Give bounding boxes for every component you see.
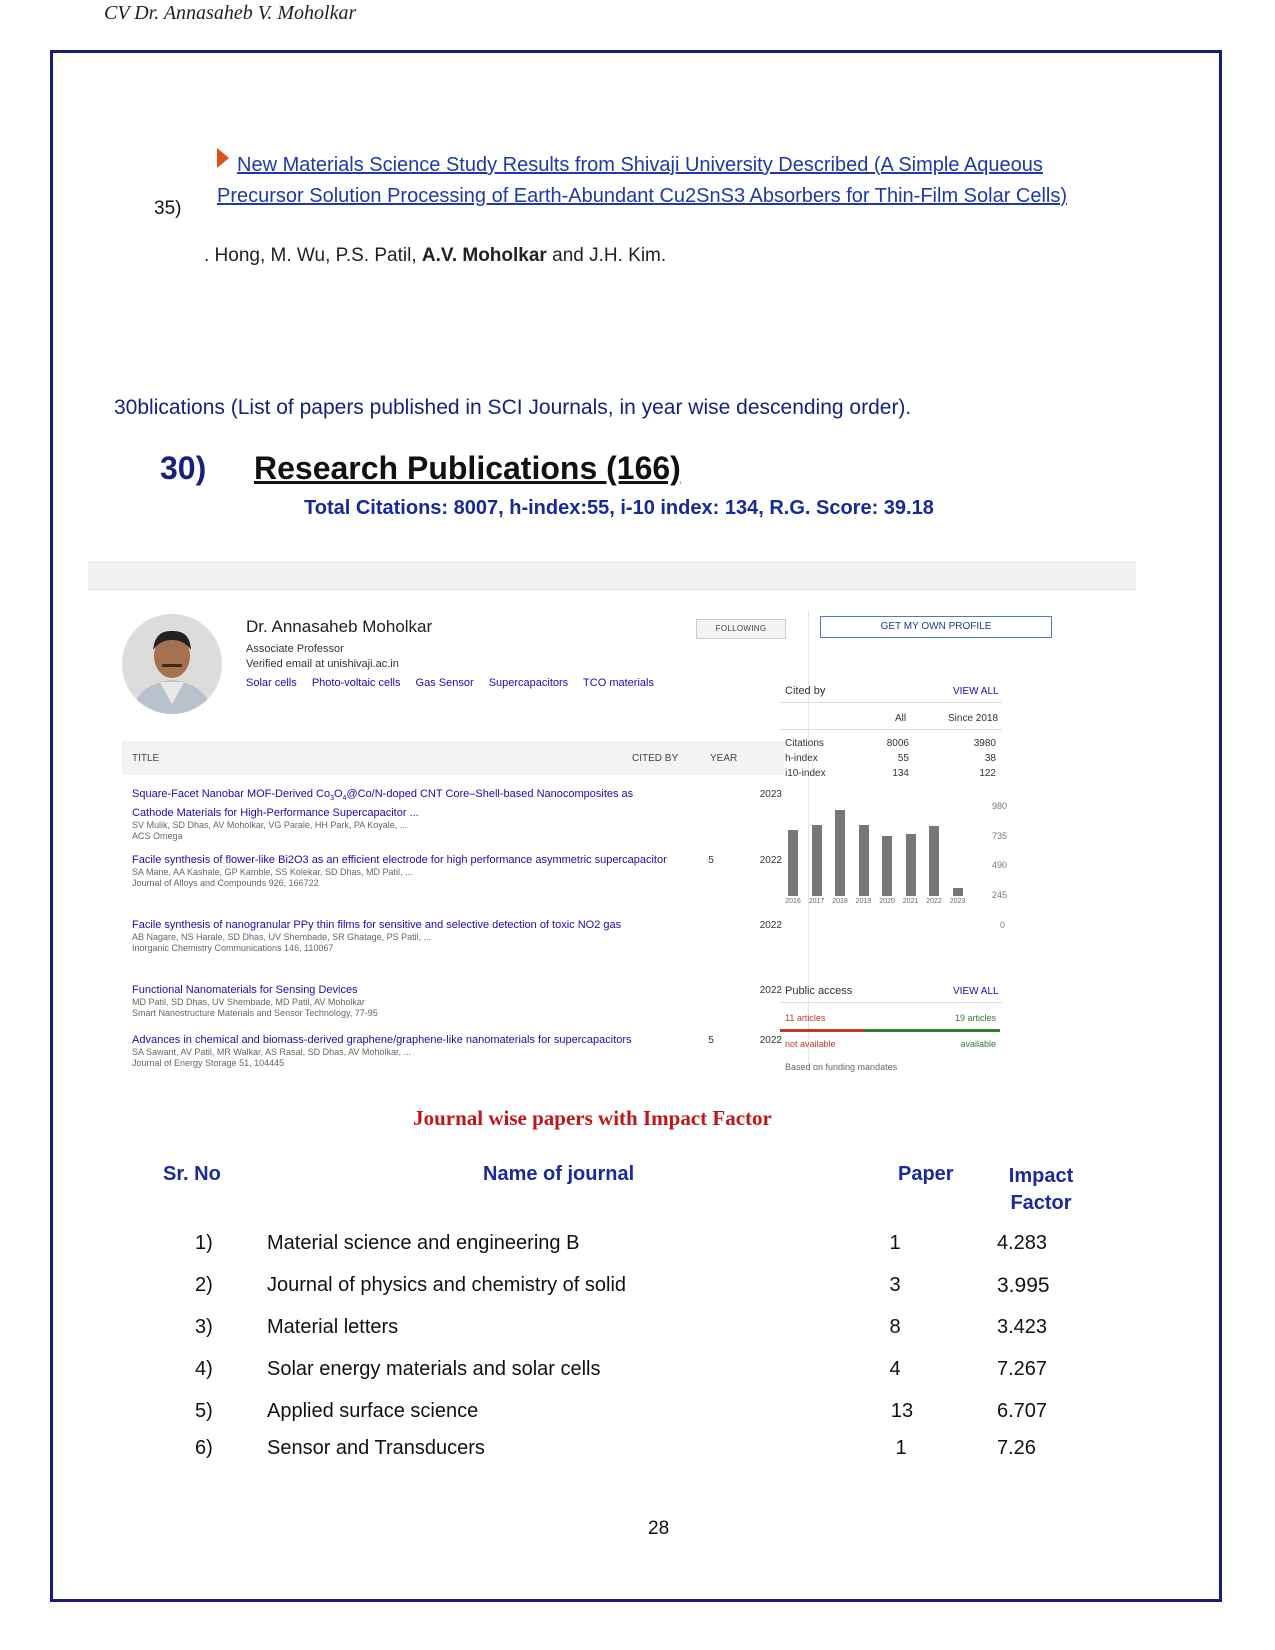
scholar-position: Associate Professor (246, 643, 344, 655)
journal-name: Material science and engineering B (267, 1232, 580, 1254)
paper-authors: MD Patil, SD Dhas, UV Shembade, MD Patil, AV Moholkar (132, 997, 365, 1007)
not-available-bar (780, 1029, 864, 1032)
interest-tag[interactable]: Gas Sensor (415, 677, 474, 689)
stat-all: 8006 (886, 738, 909, 749)
paper-authors: SA Sawant, AV Patil, MR Walkar, AS Rasal, SD Dhas, AV Moholkar, ... (132, 1047, 411, 1057)
paper-count: 8 (889, 1316, 901, 1338)
paper-year: 2022 (759, 855, 782, 866)
list-item (132, 787, 672, 842)
paper-year: 2022 (759, 920, 782, 931)
divider (780, 729, 1002, 730)
x-tick-label: 2020 (879, 898, 895, 905)
paper-year: 2023 (759, 789, 782, 800)
interest-tag[interactable]: TCO materials (583, 677, 654, 689)
y-tick-label: 490 (992, 860, 1008, 870)
scholar-email: Verified email at unishivaji.ac.in (246, 658, 399, 670)
not-available-count[interactable]: 11 articles (785, 1013, 826, 1023)
paper-count: 1 (895, 1437, 907, 1459)
x-tick-label: 2023 (949, 898, 966, 905)
list-item (132, 853, 672, 889)
paper-year: 2022 (759, 985, 782, 996)
stat-since: 3980 (973, 738, 996, 749)
paper-journal: Smart Nanostructure Materials and Sensor Technology, 77-95 (132, 1008, 378, 1018)
cited-by-view-all-link[interactable]: VIEW ALL (953, 686, 999, 697)
x-tick-label: 2019 (855, 898, 872, 905)
y-tick-label: 735 (992, 831, 1008, 841)
journal-name: Journal of physics and chemistry of solid (267, 1274, 627, 1296)
journal-name: Sensor and Transducers (267, 1437, 485, 1459)
stat-since: 122 (979, 768, 996, 779)
paper-cited-count[interactable]: 5 (708, 1035, 714, 1046)
available-label: available (960, 1039, 996, 1049)
journal-table-title: Journal wise papers with Impact Factor (413, 1106, 772, 1130)
scholar-interest-tags (246, 677, 666, 689)
journal-name: Material letters (267, 1316, 399, 1338)
paper-cited-count[interactable]: 5 (708, 855, 714, 866)
stat-all: 134 (892, 768, 909, 779)
chart-bar-2019[interactable] (859, 825, 869, 896)
paper-authors: SA Mane, AA Kashale, GP Kamble, SS Kolekar, SD Dhas, MD Patil, ... (132, 867, 413, 877)
sr-no: 6) (195, 1437, 213, 1459)
x-tick-label: 2021 (902, 898, 919, 905)
interest-tag[interactable]: Supercapacitors (488, 677, 569, 689)
paper-authors: AB Nagare, NS Harale, SD Dhas, UV Shembade, SR Ghatage, PS Patil, ... (132, 932, 432, 942)
paper-count: 4 (889, 1358, 901, 1380)
section-number: 30) (160, 450, 207, 486)
reference-number: 35) (154, 198, 182, 219)
scholar-top-bar (88, 561, 1136, 590)
avatar (122, 614, 222, 714)
stat-all: 55 (897, 753, 909, 764)
y-tick-label: 245 (992, 890, 1008, 900)
impact-factor: 7.26 (997, 1437, 1036, 1459)
section-title: Research Publications (166) (254, 450, 681, 486)
impact-factor: 7.267 (997, 1358, 1048, 1380)
journal-name: Solar energy materials and solar cells (267, 1358, 601, 1380)
chart-bar-2018[interactable] (835, 810, 845, 896)
public-access-label: Public access (785, 985, 853, 997)
sr-no: 5) (195, 1400, 213, 1422)
reference-link[interactable]: New Materials Science Study Results from Shivaji University Described (A Simple Aqueous Precursor Solution Processing of Earth-Abundant Cu2SnS3 Absorbers for Thin-Film Solar Cells) (217, 154, 1068, 207)
paper-title[interactable]: Functional Nanomaterials for Sensing Devices (132, 984, 358, 996)
paper-journal: Journal of Energy Storage 51, 104445 (132, 1058, 285, 1068)
sr-no: 4) (195, 1358, 213, 1380)
paper-count: 13 (890, 1400, 914, 1422)
cited-by-column-header[interactable]: CITED BY (632, 753, 679, 764)
sr-no: 3) (195, 1316, 213, 1338)
following-button[interactable]: FOLLOWING (696, 619, 786, 639)
paper-header: Paper (898, 1163, 954, 1185)
paper-journal: Inorganic Chemistry Communications 146, 110067 (132, 943, 334, 953)
paper-title[interactable]: Square-Facet Nanobar MOF-Derived $Co_3O_4@Co/N$-doped CNT Core–Shell-based Nanocomposites as Cathode Materials for High-Performance Supercapacitor ... (132, 788, 634, 820)
impact-factor: 4.283 (997, 1232, 1048, 1254)
sr-no: 1) (195, 1232, 213, 1254)
paper-authors: SV Mulik, SD Dhas, AV Moholkar, VG Parale, HH Park, PA Koyale, ... (132, 820, 408, 831)
stat-name: i10-index (785, 768, 826, 779)
stat-name: h-index (785, 753, 818, 764)
paper-title[interactable]: Facile synthesis of flower-like Bi2O3 as an efficient electrode for high performance asymmetric supercapacitor (132, 854, 667, 866)
cited-by-label: Cited by (785, 685, 826, 697)
col-since-header: Since 2018 (948, 713, 999, 724)
chart-bar-2022[interactable] (929, 826, 939, 896)
impact-factor-header: Impact Factor (1008, 1165, 1074, 1214)
chart-bar-2017[interactable] (812, 825, 822, 896)
paper-title[interactable]: Advances in chemical and biomass-derived graphene/graphene-like nanomaterials for supercapacitors (132, 1034, 632, 1046)
funding-mandates-note: Based on funding mandates (785, 1062, 898, 1072)
journal-name-header: Name of journal (483, 1163, 635, 1185)
x-tick-label: 2018 (832, 898, 848, 905)
list-item (132, 1033, 672, 1069)
paper-journal: Journal of Alloys and Compounds 926, 166722 (132, 878, 319, 888)
sr-no: 2) (195, 1274, 213, 1296)
chart-bar-2016[interactable] (788, 830, 798, 896)
document-header: CV Dr. Annasaheb V. Moholkar (104, 2, 357, 24)
page-number: 28 (648, 1518, 670, 1539)
available-bar (864, 1029, 1000, 1032)
publication-table-header (122, 741, 784, 775)
divider (780, 1002, 1002, 1003)
citation-summary: Total Citations: 8007, h-index:55, i-10 index: 134, R.G. Score: 39.18 (304, 497, 934, 519)
chart-bar-2021[interactable] (906, 834, 916, 896)
paper-journal: ACS Omega (132, 831, 183, 842)
impact-factor: 3.995 (997, 1274, 1050, 1297)
publications-sentence: 30blications (List of papers published in SCI Journals, in year wise descending order). (114, 396, 912, 419)
stat-name: Citations (785, 738, 824, 749)
available-count[interactable]: 19 articles (954, 1013, 996, 1023)
scholar-profile-screenshot (88, 561, 1136, 1109)
public-access-view-all-link[interactable]: VIEW ALL (953, 986, 999, 997)
paper-title[interactable]: Facile synthesis of nanogranular PPy thin films for sensitive and selective detection of toxic NO2 gas (132, 919, 622, 931)
paper-year: 2022 (759, 1035, 782, 1046)
scholar-name: Dr. Annasaheb Moholkar (246, 617, 433, 636)
chart-bar-2020[interactable] (882, 836, 892, 896)
x-tick-label: 2017 (808, 898, 825, 905)
reference-authors: . Hong, M. Wu, P.S. Patil, A.V. Moholkar and J.H. Kim. (204, 245, 667, 266)
y-tick-label: 980 (992, 801, 1008, 811)
impact-factor: 3.423 (997, 1316, 1048, 1338)
chart-bar-2023[interactable] (953, 888, 963, 896)
stat-since: 38 (984, 753, 996, 764)
interest-tag[interactable]: Solar cells (246, 677, 297, 689)
year-column-header[interactable]: YEAR (710, 753, 738, 764)
list-item (132, 918, 672, 954)
divider (780, 702, 1002, 703)
journal-name: Applied surface science (267, 1400, 479, 1422)
y-tick-label: 0 (1000, 920, 1006, 930)
interest-tag[interactable]: Photo-voltaic cells (311, 677, 401, 689)
impact-factor: 6.707 (997, 1400, 1048, 1422)
not-available-label: not available (785, 1039, 836, 1049)
get-own-profile-button[interactable]: GET MY OWN PROFILE (820, 616, 1052, 638)
list-item (132, 983, 672, 1019)
x-tick-label: 2016 (785, 898, 801, 905)
paper-count: 3 (889, 1274, 901, 1296)
x-tick-label: 2022 (926, 898, 942, 905)
col-all-header: All (895, 713, 907, 724)
paper-count: 1 (889, 1232, 901, 1254)
sr-no-header: Sr. No (163, 1163, 221, 1185)
title-column-header[interactable]: TITLE (132, 753, 160, 764)
